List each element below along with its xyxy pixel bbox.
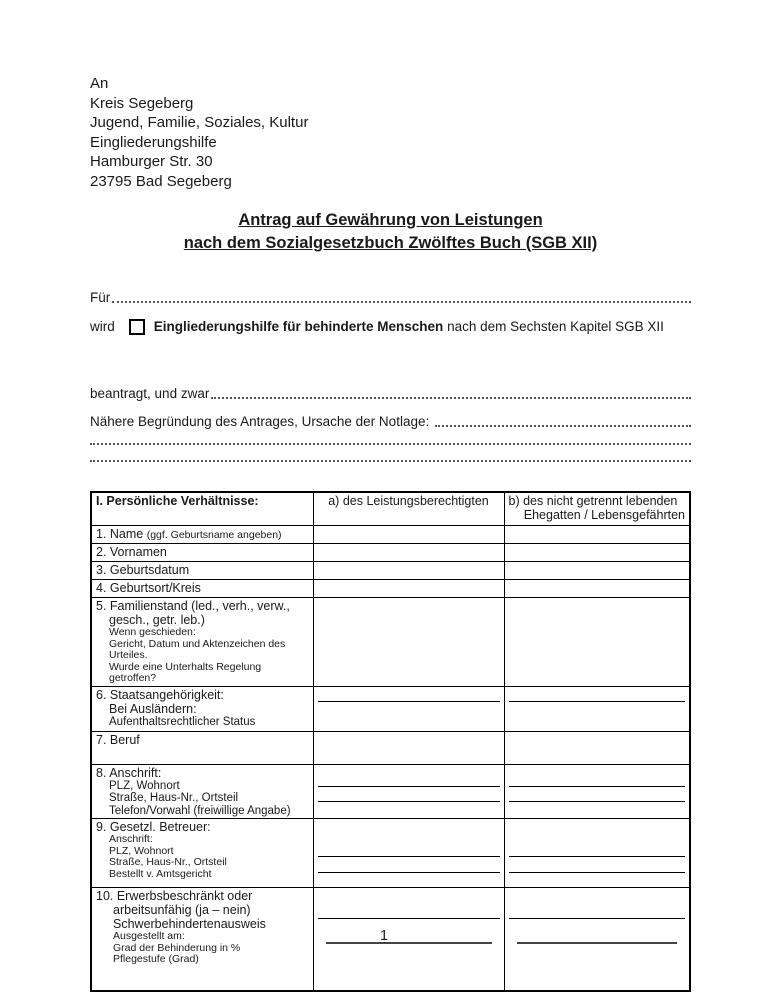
- address-line: 23795 Bad Segeberg: [90, 172, 232, 190]
- answer-cell-group: [504, 819, 690, 888]
- table-row-name: [91, 526, 690, 544]
- checkbox-label-bold: Eingliederungshilfe für behinderte Menschen: [153, 319, 444, 334]
- row-label: 6. Staatsangehörigkeit: Bei Ausländern: Aufenthaltsrechtlicher Status: [91, 686, 313, 731]
- page-number: 1: [379, 928, 389, 944]
- fuer-fill-field[interactable]: [112, 301, 691, 303]
- answer-cell[interactable]: [509, 688, 686, 702]
- persoenliche-verhaeltnisse-table: [90, 491, 691, 992]
- answer-cell[interactable]: [504, 598, 690, 687]
- form-title: [90, 209, 691, 255]
- answer-cell[interactable]: [313, 526, 504, 544]
- table-row-beruf: [91, 731, 690, 764]
- address-line: Eingliederungshilfe: [90, 133, 217, 151]
- answer-cell[interactable]: [318, 820, 500, 857]
- row-label: 2. Vornamen: [91, 544, 313, 562]
- row-label: 4. Geburtsort/Kreis: [91, 580, 313, 598]
- wird-row: [90, 318, 691, 335]
- row-label: 3. Geburtsdatum: [91, 562, 313, 580]
- answer-cell[interactable]: [318, 766, 500, 787]
- answer-cell[interactable]: [318, 787, 500, 802]
- answer-cell[interactable]: [509, 942, 686, 989]
- beantragt-fill-field[interactable]: [211, 397, 691, 399]
- answer-cell[interactable]: [318, 889, 500, 919]
- answer-cell[interactable]: [509, 820, 686, 857]
- answer-cell[interactable]: [318, 857, 500, 873]
- header-col3-line1: b) des nicht getrennt lebenden: [508, 494, 678, 508]
- checkbox-label-rest: nach dem Sechsten Kapitel SGB XII: [443, 319, 664, 334]
- header-col2: a) des Leistungsberechtigten: [313, 492, 504, 526]
- begruendung-label: Nähere Begründung des Antrages, Ursache der Notlage:: [90, 414, 433, 429]
- answer-cell-group: [504, 764, 690, 819]
- answer-cell[interactable]: [509, 802, 686, 816]
- table-row-geburtsdatum: [91, 562, 690, 580]
- answer-cell[interactable]: [504, 580, 690, 598]
- answer-cell[interactable]: [509, 766, 686, 787]
- answer-cell[interactable]: [313, 562, 504, 580]
- address-line: An: [90, 75, 109, 92]
- answer-cell-group: [504, 686, 690, 731]
- table-header-row: [91, 492, 690, 526]
- answer-cell[interactable]: [313, 544, 504, 562]
- eingliederungshilfe-checkbox[interactable]: [129, 319, 145, 335]
- table-row-staatsangehoerigkeit: [91, 686, 690, 731]
- row-label: 7. Beruf: [91, 731, 313, 764]
- begruendung-fill-line[interactable]: [90, 430, 691, 445]
- answer-cell[interactable]: [504, 526, 690, 544]
- fuer-row: [90, 289, 691, 306]
- address-line: Jugend, Familie, Soziales, Kultur: [90, 114, 309, 131]
- answer-cell[interactable]: [318, 688, 500, 702]
- answer-cell[interactable]: [313, 731, 504, 764]
- beantragt-label: beantragt, und zwar: [90, 386, 210, 401]
- answer-cell[interactable]: [509, 889, 686, 919]
- header-col1: I. Persönliche Verhältnisse:: [91, 492, 313, 526]
- row-label: 9. Gesetzl. Betreuer: Anschrift: PLZ, Wohnort Straße, Haus-Nr., Ortsteil Bestellt v. Amtsgericht: [91, 819, 313, 888]
- answer-cell-group: [313, 686, 504, 731]
- row-label: 10. Erwerbsbeschränkt oder arbeitsunfähig (ja – nein) Schwerbehindertenausweis Ausgestellt am: Grad der Behinderung in % Pflegestufe (Grad): [91, 888, 313, 992]
- table-row-familienstand: [91, 598, 690, 687]
- row-label: 8. Anschrift: PLZ, Wohnort Straße, Haus-Nr., Ortsteil Telefon/Vorwahl (freiwillige Angabe): [91, 764, 313, 819]
- answer-cell[interactable]: [313, 580, 504, 598]
- begruendung-row: [90, 413, 691, 430]
- answer-cell[interactable]: [509, 787, 686, 802]
- answer-cell[interactable]: [313, 598, 504, 687]
- answer-cell[interactable]: [504, 544, 690, 562]
- row-label: 5. Familienstand (led., verh., verw., gesch., getr. leb.) Wenn geschieden: Gericht, Datum und Aktenzeichen des Urteiles. Wurde eine Unterhalts Regelung getroffen?: [91, 598, 313, 687]
- address-line: Kreis Segeberg: [90, 94, 194, 112]
- beantragt-row: [90, 385, 691, 402]
- begruendung-fill-field[interactable]: [435, 425, 691, 427]
- answer-cell[interactable]: [509, 702, 686, 730]
- answer-cell[interactable]: [509, 857, 686, 873]
- table-row-vornamen: [91, 544, 690, 562]
- header-col3-line2: Ehegatten / Lebensgefährten: [523, 508, 685, 522]
- form-title-line1: Antrag auf Gewährung von Leistungen: [238, 211, 543, 229]
- header-col3: [504, 492, 690, 526]
- answer-cell-group: [313, 764, 504, 819]
- form-title-line2: nach dem Sozialgesetzbuch Zwölftes Buch (SGB XII): [183, 234, 598, 252]
- wird-label: wird: [90, 319, 115, 334]
- answer-cell-group: [313, 819, 504, 888]
- table-row-geburtsort: [91, 580, 690, 598]
- answer-cell[interactable]: [318, 702, 500, 730]
- answer-cell[interactable]: [504, 562, 690, 580]
- answer-cell[interactable]: [318, 873, 500, 886]
- row-label: 1. Name (ggf. Geburtsname angeben): [91, 526, 313, 544]
- address-line: Hamburger Str. 30: [90, 153, 213, 170]
- answer-cell[interactable]: [509, 873, 686, 886]
- begruendung-fill-line[interactable]: [90, 445, 691, 462]
- checkbox-label: [154, 318, 664, 335]
- answer-cell[interactable]: [318, 802, 500, 816]
- document-page: [90, 0, 691, 992]
- fuer-label: Für: [90, 290, 111, 305]
- table-row-betreuer: [91, 819, 690, 888]
- recipient-address: [90, 74, 691, 191]
- table-row-anschrift: [91, 764, 690, 819]
- answer-cell[interactable]: [504, 731, 690, 764]
- answer-cell[interactable]: [318, 942, 500, 989]
